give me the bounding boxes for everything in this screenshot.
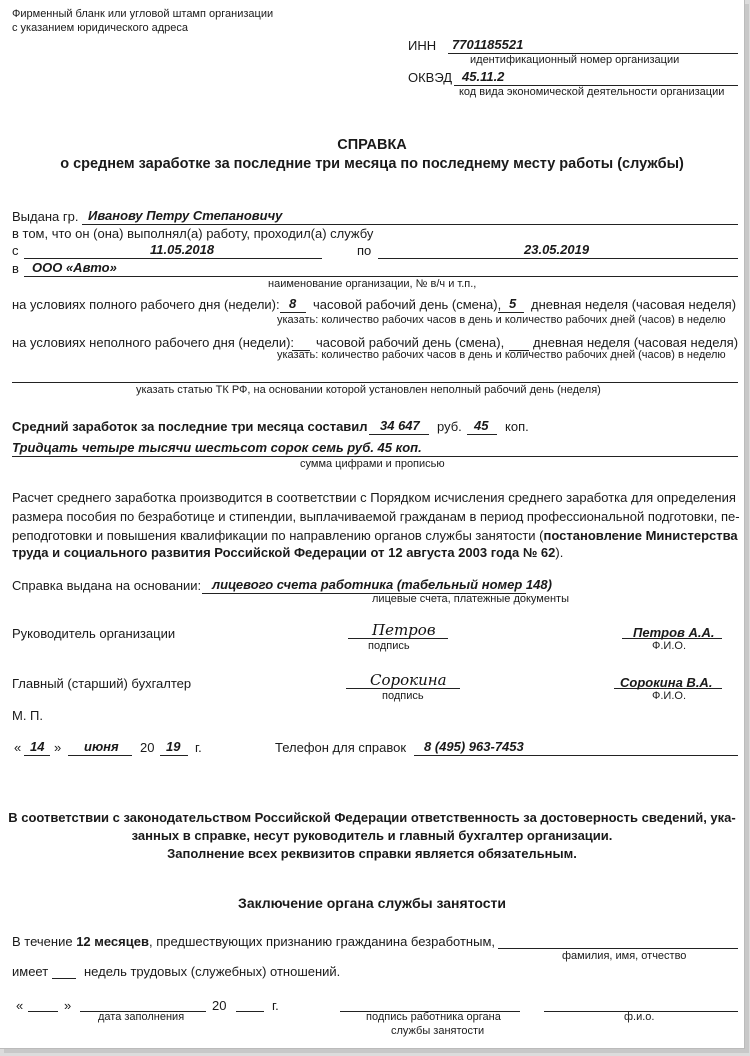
conclusion-line1 <box>12 934 495 949</box>
date-close: » <box>54 740 62 755</box>
conclusion-date-open: « <box>16 998 24 1013</box>
head-name-hint: Ф.И.О. <box>652 640 686 652</box>
phone-label: Телефон для справок <box>275 740 407 755</box>
tk-hint: указать статью ТК РФ, на основании которой установлен неполный рабочий день (неделя) <box>136 384 601 396</box>
avg-words: Тридцать четыре тысячи шестьсот сорок семь руб. 45 коп. <box>12 440 422 455</box>
avg-rub-label: руб. <box>437 419 462 434</box>
conclusion-months: 12 месяцев <box>76 934 149 949</box>
fulltime-days: 5 <box>509 296 517 311</box>
issued-name: Иванову Петру Степановичу <box>88 208 283 223</box>
avg-label: Средний заработок за последние три месяца составил <box>12 419 368 434</box>
conclusion-fio-hint: фамилия, имя, отчество <box>562 950 687 962</box>
head-name-line <box>622 638 722 639</box>
notice-line2: занных в справке, несут руководитель и главный бухгалтер организации. <box>131 828 613 843</box>
okved-label: ОКВЭД <box>408 70 453 85</box>
head-name: Петров А.А. <box>633 625 715 640</box>
tk-underline <box>12 382 738 383</box>
accountant-sign-hint: подпись <box>382 690 424 702</box>
org-hint: наименование организации, № в/ч и т.п., <box>268 278 477 290</box>
notice-line1: В соответствии с законодательством Российской Федерации ответственность за достоверность сведений, ука- <box>8 810 736 825</box>
conclusion-weeks-line[interactable] <box>52 978 76 979</box>
period-to-label: по <box>357 243 372 258</box>
fulltime-hours-line <box>280 312 306 313</box>
avg-kop-label: коп. <box>505 419 529 434</box>
worked-label: в том, что он (она) выполнял(а) работу, проходил(а) службу <box>12 226 374 241</box>
parttime-hint: указать: количество рабочих часов в день и количество рабочих дней (часов) в неделю <box>277 349 726 361</box>
accountant-name-hint: Ф.И.О. <box>652 690 686 702</box>
issued-label: Выдана гр. <box>12 209 79 224</box>
fulltime-days-line <box>498 312 524 313</box>
inn-hint: идентификационный номер организации <box>470 54 680 66</box>
parttime-tail: дневная неделя (часовая неделя) <box>533 335 739 350</box>
phone-underline <box>414 755 738 756</box>
doc-title: СПРАВКА <box>337 137 407 153</box>
conclusion-line1-a: В течение <box>12 934 77 949</box>
parttime-mid: часовой рабочий день (смена), <box>316 335 505 350</box>
conclusion-sign-hint2: службы занятости <box>391 1025 485 1037</box>
okved-value: 45.11.2 <box>462 69 505 84</box>
inn-label: ИНН <box>408 38 437 53</box>
calc-line3 <box>12 528 738 543</box>
conclusion-sign-hint1: подпись работника органа <box>366 1011 501 1023</box>
okved-hint: код вида экономической деятельности организации <box>459 86 725 98</box>
avg-words-line <box>12 456 738 457</box>
avg-hint: сумма цифрами и прописью <box>300 458 445 470</box>
fulltime-label: на условиях полного рабочего дня (недели): <box>12 297 280 312</box>
head-sign-hint: подпись <box>368 640 410 652</box>
calc-line4-bold: труда и социального развития Российской Федерации от 12 августа 2003 года № 62 <box>12 545 556 560</box>
conclusion-fio-short-hint: ф.и.о. <box>624 1011 655 1023</box>
conclusion-date-hint: дата заполнения <box>98 1011 185 1023</box>
date-day: 14 <box>30 739 45 754</box>
conclusion-title: Заключение органа службы занятости <box>238 895 506 911</box>
conclusion-day-line[interactable] <box>28 1011 58 1012</box>
date-month: июня <box>84 739 119 754</box>
date-month-line <box>68 755 132 756</box>
accountant-name-line <box>614 688 722 689</box>
avg-kop-line <box>467 434 497 435</box>
head-signature: Петров <box>372 621 436 639</box>
fulltime-mid: часовой рабочий день (смена), <box>313 297 502 312</box>
basis-value: лицевого счета работника (табельный номер 148) <box>212 577 552 592</box>
conclusion-line1-c: , предшествующих признанию гражданина безработным, <box>148 934 496 949</box>
period-from-value: 11.05.2018 <box>150 242 215 257</box>
conclusion-year-prefix: 20 <box>212 998 227 1013</box>
corner-stamp-line1: Фирменный бланк или угловой штамп организации <box>12 8 274 20</box>
accountant-name: Сорокина В.А. <box>620 675 713 690</box>
period-to-underline <box>378 258 738 259</box>
basis-hint: лицевые счета, платежные документы <box>372 593 570 605</box>
calc-line1: Расчет среднего заработка производится в соответствии с Порядком исчисления среднего заработка для определения <box>12 490 736 505</box>
conclusion-year-suffix: г. <box>272 998 279 1013</box>
date-year: 19 <box>166 739 181 754</box>
inn-value: 7701185521 <box>452 37 524 52</box>
corner-stamp-line2: с указанием юридического адреса <box>12 22 189 34</box>
period-from-underline <box>24 258 322 259</box>
date-year-prefix: 20 <box>140 740 155 755</box>
period-from-label: с <box>12 243 19 258</box>
accountant-sign-line <box>346 688 460 689</box>
date-year-line <box>160 755 188 756</box>
period-to-value: 23.05.2019 <box>524 242 590 257</box>
date-suffix: г. <box>195 740 202 755</box>
conclusion-date-close: » <box>64 998 72 1013</box>
fulltime-hours: 8 <box>289 296 297 311</box>
basis-label: Справка выдана на основании: <box>12 578 202 593</box>
avg-kop: 45 <box>474 418 489 433</box>
head-label: Руководитель организации <box>12 626 176 641</box>
phone-value: 8 (495) 963-7453 <box>424 739 524 754</box>
notice-line3: Заполнение всех реквизитов справки является обязательным. <box>167 846 577 861</box>
accountant-signature: Сорокина <box>370 671 447 689</box>
stamp-place: М. П. <box>12 708 44 723</box>
org-label: в <box>12 261 19 276</box>
calc-line3-bold: постановление Министерства <box>543 528 738 543</box>
head-sign-line <box>348 638 448 639</box>
avg-rub-line <box>369 434 429 435</box>
issued-underline <box>82 224 738 225</box>
calc-line3-text: реподготовки и повышения квалификации по направлению органов службы занятости ( <box>12 528 544 543</box>
calc-line2: размера пособия по безработице и стипендии, выплачиваемой гражданам в период профессиональной подготовки, пе- <box>12 509 740 524</box>
date-day-line <box>24 755 50 756</box>
fulltime-tail: дневная неделя (часовая неделя) <box>531 297 737 312</box>
conclusion-year-line[interactable] <box>236 1011 264 1012</box>
org-value: ООО «Авто» <box>32 260 117 275</box>
date-open: « <box>14 740 22 755</box>
doc-subtitle: о среднем заработке за последние три месяца по последнему месту работы (службы) <box>60 156 684 172</box>
avg-rub: 34 647 <box>380 418 420 433</box>
fulltime-hint: указать: количество рабочих часов в день и количество рабочих дней (часов) в неделю <box>277 314 726 326</box>
calc-line4-end: ). <box>555 545 564 560</box>
accountant-label: Главный (старший) бухгалтер <box>12 676 192 691</box>
org-underline <box>24 276 738 277</box>
calc-line4 <box>12 545 563 560</box>
conclusion-has: имеет <box>12 964 49 979</box>
conclusion-weeks-text: недель трудовых (служебных) отношений. <box>84 964 341 979</box>
parttime-label: на условиях неполного рабочего дня (недели): <box>12 335 295 350</box>
conclusion-fio-line[interactable] <box>498 948 738 949</box>
